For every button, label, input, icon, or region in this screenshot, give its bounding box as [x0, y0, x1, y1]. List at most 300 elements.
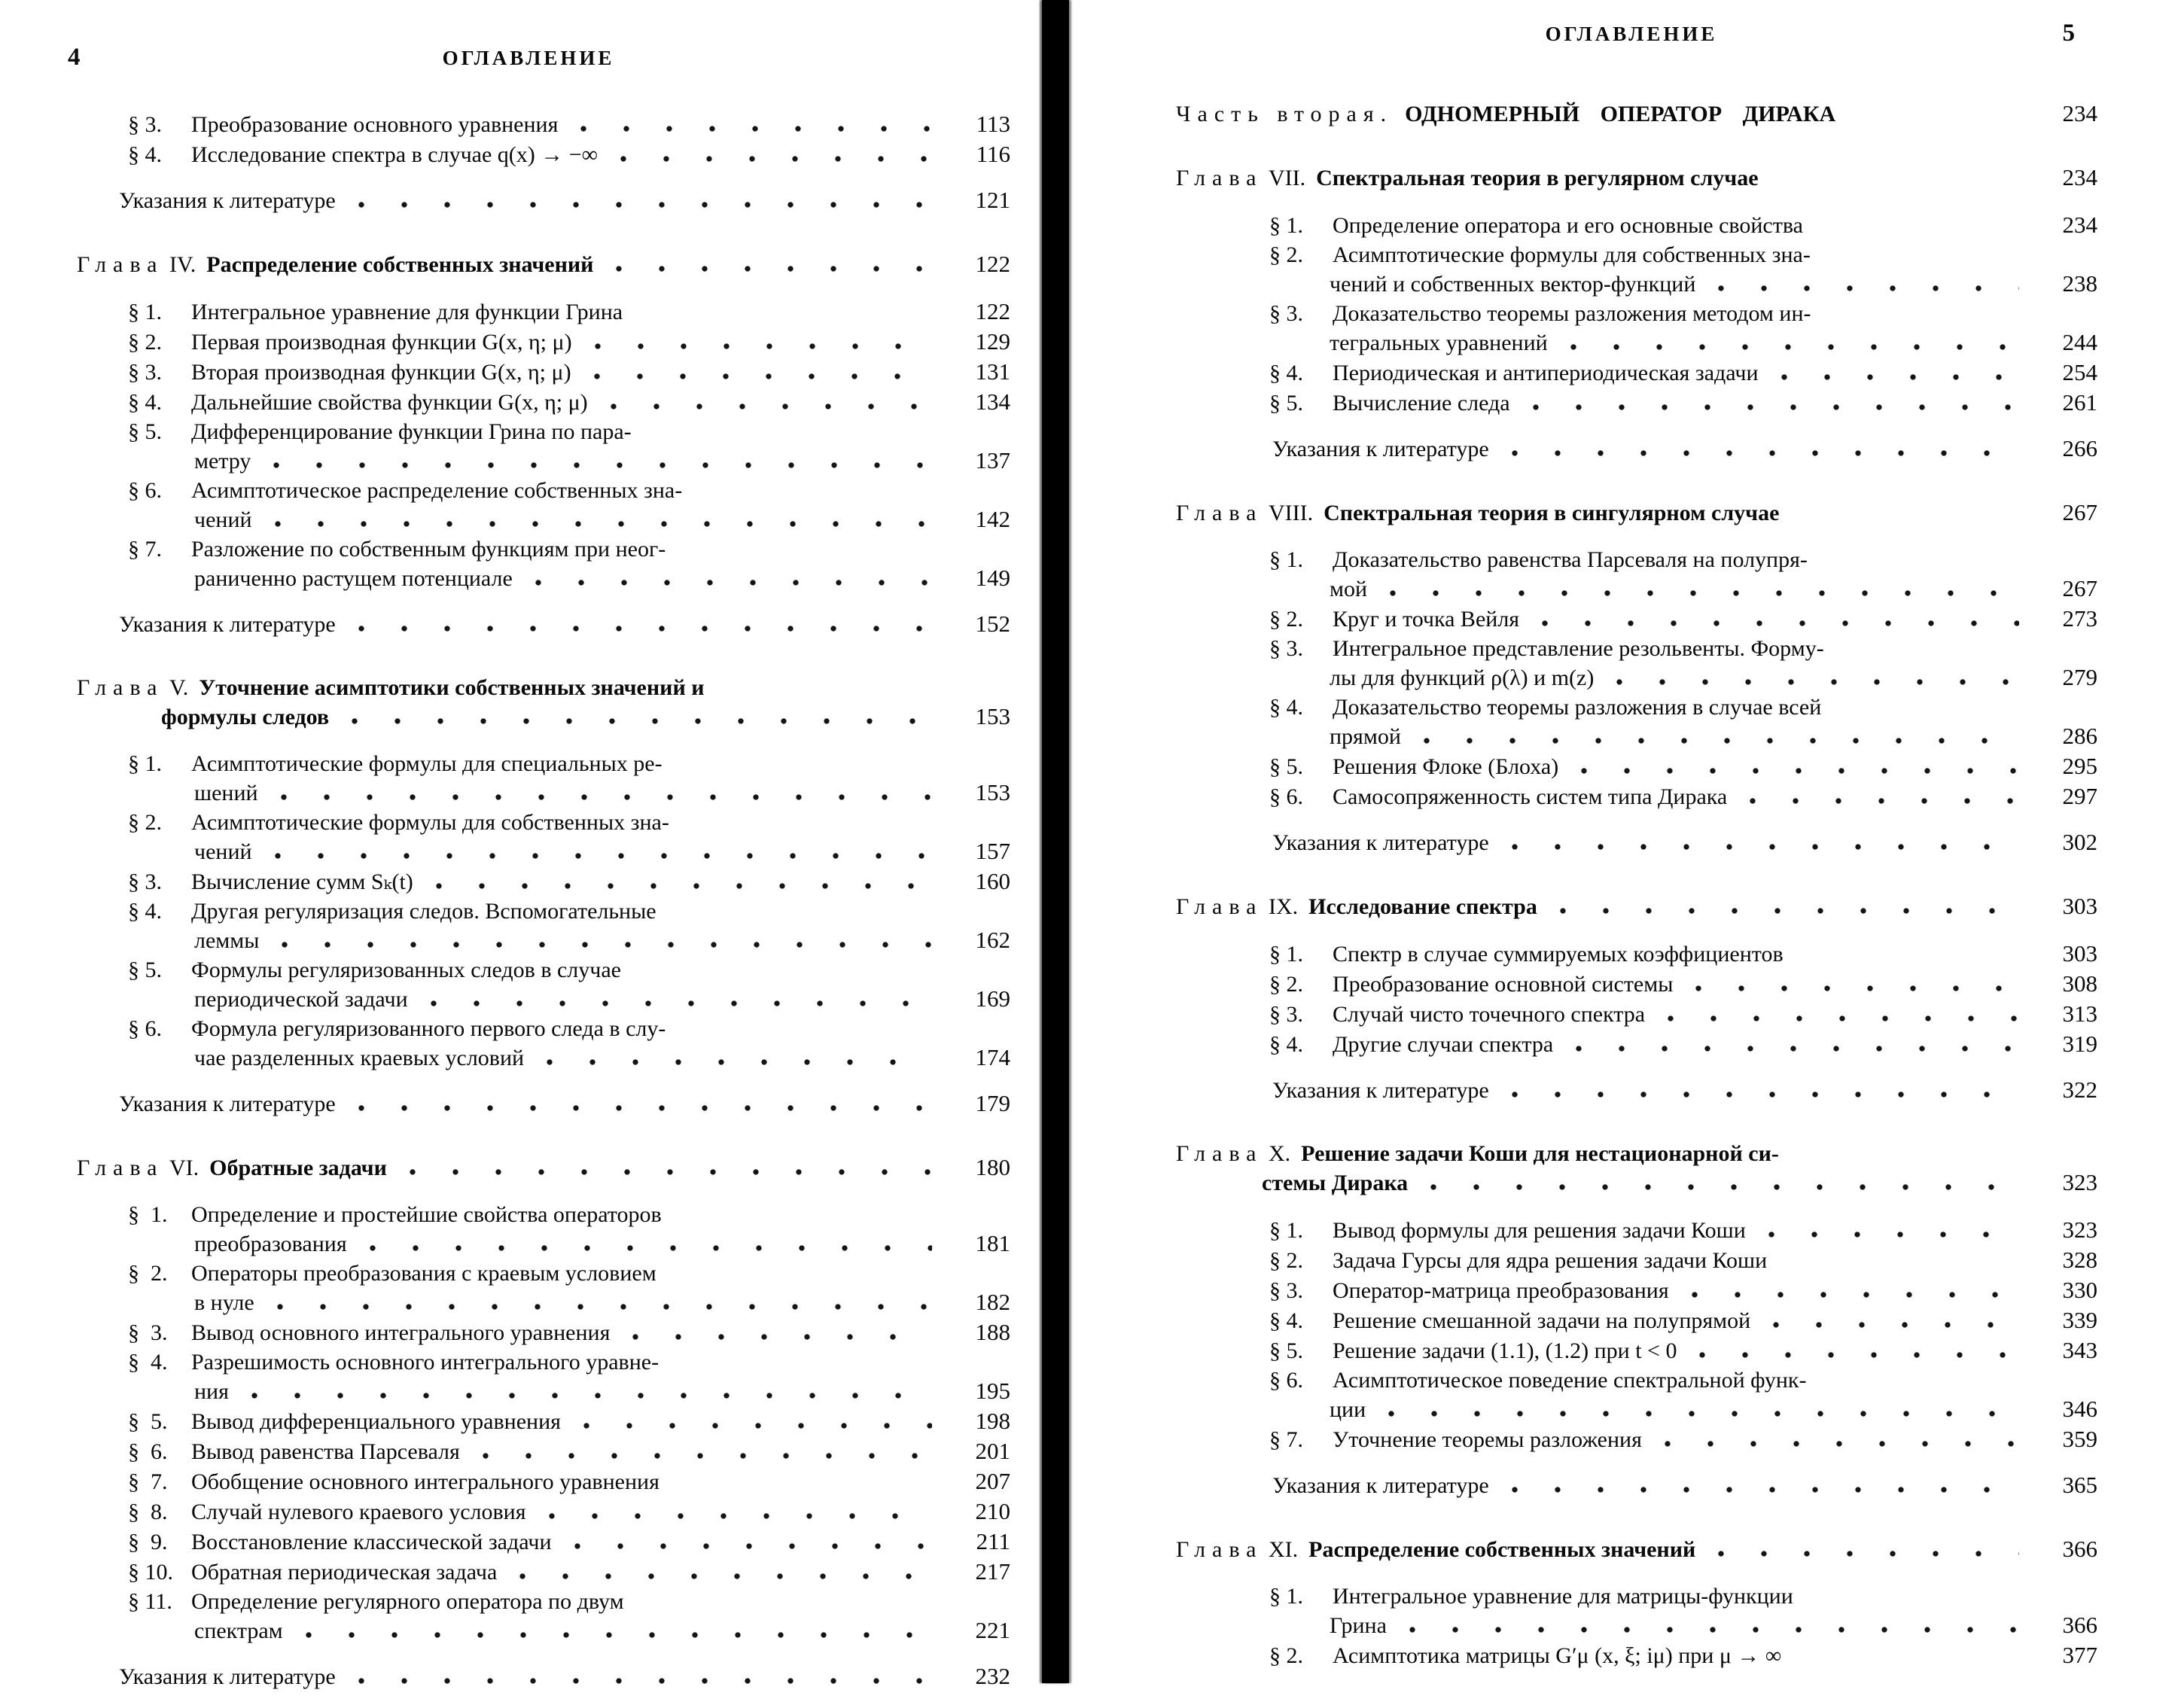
dot-leader: [510, 1557, 932, 1587]
dot-leader: [538, 1043, 932, 1073]
entry-page-number: 343: [2062, 1337, 2097, 1363]
chapter-label-word: Глава: [77, 675, 164, 700]
entry-title-text: Грина: [1330, 1613, 1387, 1638]
toc-entry-line: [1165, 328, 2097, 358]
toc-entry-chapter: [47, 250, 1010, 279]
dot-leader: [273, 926, 932, 955]
toc-entry-section: [1165, 1336, 2097, 1365]
entry-title-text: раниченно растущем потенциале: [194, 566, 513, 591]
entry-page-number: 366: [2062, 1612, 2097, 1638]
toc-entry-section: [47, 1015, 1010, 1073]
toc-entry-line: [1165, 1246, 2097, 1275]
leader-space: [673, 1467, 932, 1496]
entry-title-text: Первая производная функции G(x, η; μ): [191, 330, 572, 355]
section-number: § 5.: [1269, 1338, 1303, 1363]
toc-entry-section: [1165, 211, 2097, 240]
chapter-label-word: Глава: [77, 1155, 164, 1180]
dot-leader: [1379, 1395, 2019, 1424]
toc-entry-section: [1165, 1216, 2097, 1245]
toc-entry-line: [1165, 939, 2097, 969]
dot-leader: [1686, 970, 2019, 999]
entry-title-text: Вычисление сумм Sₖ(t): [191, 869, 413, 894]
entry-title-text: Разрешимость основного интегрального уравне-: [191, 1350, 659, 1375]
entry-page-number: 303: [2062, 940, 2097, 967]
entry-title-text: Случай чисто точечного спектра: [1333, 1002, 1646, 1027]
entry-title-text: Уточнение теоремы разложения: [1333, 1427, 1642, 1452]
section-number: § 10.: [128, 1560, 173, 1585]
dot-leader: [571, 110, 932, 139]
entry-title-text: Асимптотическое распределение собственных зна-: [191, 478, 683, 503]
dot-leader: [1659, 1000, 2019, 1029]
entry-title-text: Спектральная теория в сингулярном случае: [1324, 501, 1780, 525]
toc-entry-line: [47, 750, 1010, 778]
dot-leader: [272, 778, 932, 808]
leader-space: [1795, 1641, 2019, 1670]
entry-page-number: 319: [2062, 1031, 2097, 1057]
toc-entry-line: [1165, 1582, 2097, 1611]
entry-page-number: 116: [976, 141, 1010, 167]
toc-entry-line: [1165, 1306, 2097, 1335]
toc-entry-section: [47, 1588, 1010, 1646]
toc-entry-line: [47, 327, 1010, 357]
entry-page-number: 346: [2062, 1396, 2097, 1422]
chapter-label: Глава XI.: [1176, 1537, 1299, 1562]
entry-page-number: 211: [976, 1528, 1010, 1554]
entry-page-number: 359: [2062, 1426, 2097, 1452]
section-number: § 1.: [1269, 942, 1303, 967]
entry-page-number: 142: [975, 506, 1010, 532]
toc-entry-refs: [1165, 828, 2097, 857]
entry-page-number: 366: [2062, 1536, 2097, 1562]
section-number: § 8.: [128, 1499, 168, 1524]
dot-leader: [266, 837, 932, 866]
toc-entry-chapter: [47, 1153, 1010, 1183]
section-number: § 6.: [1269, 784, 1303, 809]
toc-entry-section: [1165, 388, 2097, 418]
entry-page-number: 153: [975, 703, 1010, 729]
toc-entry-section: [1165, 752, 2097, 781]
toc-entry-line: [47, 837, 1010, 866]
toc-entry-line: [47, 674, 1010, 702]
entry-title-text: Задача Гурсы для ядра решения задачи Коши: [1333, 1248, 1768, 1273]
section-number: § 2.: [128, 810, 162, 835]
toc-entry-line: [1165, 1471, 2097, 1500]
dot-leader: [242, 1377, 932, 1406]
section-number: § 4.: [1269, 695, 1303, 720]
chapter-label: Глава IX.: [1176, 894, 1299, 919]
entry-page-number: 322: [2062, 1076, 2097, 1103]
entry-title-text: Периодическая и антипериодическая задачи: [1333, 361, 1759, 385]
entry-page-number: 330: [2062, 1277, 2097, 1303]
chapter-label: Глава IV.: [77, 252, 196, 277]
entry-title-text: Указания к литературе: [1272, 830, 1489, 855]
entry-page-number: 267: [2062, 499, 2097, 525]
toc-entry-section: [1165, 1246, 2097, 1275]
dot-leader: [586, 327, 932, 357]
entry-title-text: Уточнение асимптотики собственных значений и: [199, 675, 705, 700]
chapter-label: Глава VI.: [77, 1155, 200, 1180]
toc-entry-section: [1165, 782, 2097, 811]
toc-entry-line: [47, 1407, 1010, 1436]
toc-entry-line: [47, 1616, 1010, 1646]
entry-page-number: 129: [975, 328, 1010, 355]
dot-leader: [1607, 663, 2019, 693]
entry-page-number: 121: [975, 187, 1010, 213]
section-number: § 2.: [1269, 607, 1303, 632]
entry-page-number: 232: [975, 1663, 1010, 1689]
entry-title-text: Формула регуляризованного первого следа в слу-: [191, 1016, 666, 1041]
section-number: § 7.: [1269, 1427, 1303, 1452]
entry-page-number: 182: [975, 1289, 1010, 1315]
book-gutter-shadow: [1042, 0, 1069, 1683]
toc-entry-section: [47, 327, 1010, 357]
entry-page-number: 217: [975, 1558, 1010, 1585]
entry-title-text: Обратная периодическая задача: [191, 1560, 498, 1585]
leader-space: [636, 297, 932, 327]
section-number: § 1.: [1269, 1584, 1303, 1609]
entry-page-number: 113: [976, 111, 1010, 137]
section-number: § 6.: [128, 1016, 162, 1041]
toc-entry-line: [47, 1497, 1010, 1527]
toc-entry-section: [1165, 1030, 2097, 1059]
entry-page-number: 238: [2062, 270, 2097, 297]
toc-entry-line: [47, 110, 1010, 139]
toc-entry-section: [47, 358, 1010, 387]
entry-title-text: Асимптотические формулы для собственных зна-: [191, 810, 669, 835]
toc-entry-line: [1165, 498, 2097, 528]
toc-entry-section: [47, 1348, 1010, 1406]
toc-entry-line: [1165, 1076, 2097, 1105]
chapter-label-word: Глава: [1176, 501, 1263, 525]
entry-page-number: 210: [975, 1498, 1010, 1524]
section-number: § 2.: [1269, 972, 1303, 997]
toc-entry-line: [1165, 388, 2097, 418]
entry-title-text: лы для функций ρ(λ) и m(z): [1330, 665, 1595, 690]
toc-entry-line: [47, 1348, 1010, 1377]
toc-entry-line: [47, 1043, 1010, 1073]
toc-entry-line: [47, 867, 1010, 897]
entry-page-number: 323: [2062, 1216, 2097, 1243]
section-number: § 4.: [1269, 1032, 1303, 1057]
toc-entry-line: [47, 778, 1010, 808]
dot-leader: [349, 1089, 932, 1119]
entry-title-text: чений: [194, 507, 252, 532]
page-header-title-right: ОГЛАВЛЕНИЕ: [1545, 23, 1718, 45]
section-number: § 1.: [128, 300, 162, 324]
leader-space: [1797, 939, 2019, 969]
entry-page-number: 152: [975, 610, 1010, 637]
entry-title-text: Асимптотическое поведение спектральной функ-: [1333, 1368, 1807, 1393]
entry-title-text: тегральных уравнений: [1330, 330, 1548, 355]
section-number: § 4.: [128, 142, 162, 167]
entry-title-text: Асимптотические формулы для собственных зна-: [1333, 242, 1811, 267]
toc-entry-line: [47, 388, 1010, 417]
chapter-label-word: Глава: [77, 252, 164, 277]
toc-entry-line: [47, 358, 1010, 387]
toc-entry-line: [47, 297, 1010, 327]
entry-title-text: Вывод основного интегрального уравнения: [191, 1320, 611, 1345]
entry-title-text: Другие случаи спектра: [1333, 1032, 1554, 1057]
entry-title-text: спектрам: [194, 1618, 283, 1643]
section-number: § 2.: [128, 330, 162, 355]
chapter-label-word: Глава: [1176, 1537, 1263, 1562]
chapter-label-word: Глава: [1176, 894, 1263, 919]
chapter-label: [1176, 100, 1393, 129]
dot-leader: [1772, 358, 2019, 388]
chapter-label-word: Глава: [1176, 1141, 1263, 1166]
entry-title-text: Преобразование основного уравнения: [191, 112, 559, 137]
toc-entry-line: [47, 1318, 1010, 1347]
toc-entry-section: [1165, 939, 2097, 969]
entry-title-text: Вычисление следа: [1333, 391, 1510, 416]
entry-title-text: ции: [1330, 1397, 1366, 1422]
dot-leader: [349, 610, 932, 639]
entry-title-text: формулы следов: [161, 705, 330, 729]
section-number: § 2.: [128, 1261, 168, 1286]
dot-leader: [602, 388, 932, 417]
section-number: § 1.: [1269, 547, 1303, 572]
entry-page-number: 234: [2062, 164, 2097, 190]
section-number: § 5.: [1269, 391, 1303, 416]
entry-page-number: 201: [975, 1438, 1010, 1464]
dot-leader: [268, 1288, 932, 1317]
dot-leader: [540, 1497, 932, 1527]
dot-leader: [1503, 434, 2019, 464]
toc-entry-chapter: [1165, 1535, 2097, 1564]
dot-leader: [623, 1318, 932, 1347]
entry-page-number: 279: [2062, 664, 2097, 690]
entry-title-text: Указания к литературе: [119, 612, 336, 637]
entry-page-number: 377: [2062, 1642, 2097, 1668]
entry-page-number: 266: [2062, 435, 2097, 461]
entry-page-number: 303: [2062, 893, 2097, 919]
folio-number-left: 4: [68, 44, 81, 71]
toc-entry-line: [1165, 358, 2097, 388]
dot-leader: [585, 358, 932, 387]
entry-title-text: Распределение собственных значений: [1308, 1537, 1696, 1562]
entry-title-text: Формулы регуляризованных следов в случае: [191, 958, 621, 982]
entry-title-text: Круг и точка Вейля: [1333, 607, 1520, 632]
folio-number-right: 5: [2062, 20, 2075, 47]
entry-title-text: Вывод формулы для решения задачи Коши: [1333, 1218, 1746, 1243]
entry-title-text: Вывод дифференциального уравнения: [191, 1409, 561, 1434]
toc-entry-line: [1165, 434, 2097, 464]
entry-page-number: 267: [2062, 575, 2097, 601]
section-number: § 5.: [1269, 754, 1303, 779]
toc-entry-line: [47, 1557, 1010, 1587]
entry-title-text: Дальнейшие свойства функции G(x, η; μ): [191, 390, 588, 415]
entry-title-text: Распределение собственных значений: [206, 252, 594, 277]
section-number: § 7.: [128, 537, 162, 562]
entry-title-text: Вторая производная функции G(x, η; μ): [191, 360, 571, 385]
entry-title-text: Асимптотика матрицы G′μ (x, ξ; iμ) при μ → ∞: [1333, 1643, 1782, 1668]
section-number: § 3.: [1269, 636, 1303, 661]
toc-entry-line: [47, 1015, 1010, 1043]
entry-title-text: Исследование спектра в случае q(x) → −∞: [191, 142, 599, 167]
dot-leader: [1503, 1471, 2019, 1500]
section-number: § 4.: [128, 1350, 168, 1375]
toc-entry-section: [47, 297, 1010, 327]
toc-entry-line: [1165, 1611, 2097, 1640]
toc-entry-refs: [1165, 434, 2097, 464]
dot-leader: [1415, 722, 2019, 751]
entry-title-text: Операторы преобразования с краевым условием: [191, 1261, 656, 1286]
toc-entry-section: [1165, 693, 2097, 751]
page-header-left: [47, 44, 1010, 93]
toc-entry-line: [1165, 752, 2097, 781]
toc-entry-refs: [47, 610, 1010, 639]
dot-leader: [349, 186, 932, 215]
leader-space: [1817, 211, 2019, 240]
section-number: § 5.: [128, 1409, 168, 1434]
entry-title-text: стемы Дирака: [1262, 1171, 1409, 1195]
entry-page-number: 160: [975, 868, 1010, 894]
dot-leader: [1503, 1076, 2019, 1105]
entry-page-number: 181: [975, 1230, 1010, 1256]
entry-page-number: 131: [975, 358, 1010, 385]
dot-leader: [1709, 1535, 2019, 1564]
toc-entry-line: [47, 1259, 1010, 1288]
toc-entry-section: [47, 110, 1010, 139]
toc-entry-line: [47, 897, 1010, 926]
entry-page-number: 134: [975, 388, 1010, 415]
dot-leader: [343, 702, 932, 732]
entry-page-number: 328: [2062, 1247, 2097, 1273]
toc-entry-section: [1165, 604, 2097, 634]
section-number: § 2.: [1269, 242, 1303, 267]
toc-entry-section: [47, 750, 1010, 808]
leader-space: [1780, 1246, 2019, 1275]
chapter-label: Глава VII.: [1176, 166, 1306, 190]
entry-title-text: Разложение по собственным функциям при неог-: [191, 537, 666, 562]
entry-title-text: Указания к литературе: [119, 1091, 336, 1116]
dot-leader: [422, 985, 932, 1014]
entry-title-text: Интегральное уравнение для функции Грина: [191, 300, 623, 324]
entry-page-number: 137: [975, 447, 1010, 473]
toc-entry-line: [1165, 1000, 2097, 1029]
entry-page-number: 295: [2062, 753, 2097, 779]
toc-entry-chapter: [1165, 498, 2097, 528]
chapter-label: Глава VIII.: [1176, 501, 1314, 525]
toc-entry-section: [47, 1437, 1010, 1466]
entry-title-text: Указания к литературе: [119, 188, 336, 213]
toc-entry-section: [1165, 1306, 2097, 1335]
toc-entry-line: [47, 956, 1010, 985]
dot-leader: [1709, 269, 2019, 299]
entry-page-number: 198: [975, 1408, 1010, 1434]
entry-title-text: Оператор-матрица преобразования: [1333, 1278, 1669, 1303]
toc-entry-line: [47, 926, 1010, 955]
dot-leader: [1759, 1216, 2019, 1245]
toc-entry-line: [1165, 1366, 2097, 1395]
toc-entry-line: [47, 140, 1010, 169]
toc-entry-line: [1165, 828, 2097, 857]
toc-entry-line: [1165, 1395, 2097, 1424]
entry-page-number: 149: [975, 565, 1010, 591]
entry-page-number: 286: [2062, 723, 2097, 749]
section-number: § 2.: [1269, 1248, 1303, 1273]
toc-page-left: [47, 0, 1010, 1708]
entry-page-number: 308: [2062, 970, 2097, 997]
entry-page-number: 365: [2062, 1472, 2097, 1498]
toc-entry-line: [47, 1288, 1010, 1317]
entry-page-number: 297: [2062, 783, 2097, 809]
toc-entry-section: [1165, 970, 2097, 999]
dot-leader: [1572, 752, 2019, 781]
toc-entry-section: [1165, 300, 2097, 358]
dot-leader: [266, 505, 932, 534]
entry-page-number: 122: [975, 298, 1010, 324]
toc-entry-line: [1165, 211, 2097, 240]
entry-title-text: прямой: [1330, 724, 1401, 749]
entry-page-number: 169: [975, 985, 1010, 1012]
entry-page-number: 234: [2062, 212, 2097, 238]
entry-page-number: 162: [975, 927, 1010, 953]
entry-title-text: чений: [194, 839, 252, 864]
toc-entry-line: [1165, 546, 2097, 574]
toc-entry-line: [1165, 970, 2097, 999]
toc-entry-line: [1165, 1140, 2097, 1168]
chapter-label: Глава X.: [1176, 1141, 1291, 1166]
entry-title-text: Исследование спектра: [1308, 894, 1537, 919]
section-number: § 3.: [128, 869, 162, 894]
leader-space: [1793, 498, 2019, 528]
entry-title-text: Определение и простейшие свойства операторов: [191, 1202, 662, 1227]
entry-page-number: 302: [2062, 829, 2097, 855]
section-number: § 1.: [128, 1202, 168, 1227]
toc-entry-section: [47, 140, 1010, 169]
entry-title-text: чений и собственных вектор-функций: [1330, 272, 1696, 297]
section-number: § 3.: [128, 360, 162, 385]
toc-entry-section: [47, 1201, 1010, 1259]
section-number: § 6.: [128, 1439, 168, 1464]
toc-entry-chapter: [1165, 163, 2097, 193]
toc-entry-line: [1165, 722, 2097, 751]
section-number: § 4.: [128, 390, 162, 415]
entry-page-number: 188: [975, 1319, 1010, 1345]
toc-entry-line: [47, 1089, 1010, 1119]
dot-leader: [427, 867, 932, 897]
toc-entry-section: [47, 1467, 1010, 1496]
section-number: § 3.: [128, 1320, 168, 1345]
entry-title-text: Доказательство равенства Парсеваля на полупря-: [1333, 547, 1808, 572]
entry-title-text: Восстановление классической задачи: [191, 1530, 552, 1554]
entry-page-number: 122: [975, 251, 1010, 277]
toc-entry-line: [1165, 1425, 2097, 1454]
dot-leader: [1524, 388, 2019, 418]
toc-entry-part: [1165, 99, 2097, 129]
entry-title-text: Асимптотические формулы для специальных ре-: [191, 751, 663, 776]
toc-entry-refs: [47, 1662, 1010, 1691]
toc-entry-line: [47, 418, 1010, 446]
toc-entry-line: [47, 985, 1010, 1014]
entry-page-number: 244: [2062, 329, 2097, 355]
toc-entry-line: [1165, 1168, 2097, 1198]
entry-title-text: Указания к литературе: [119, 1664, 336, 1689]
toc-entries-right: [1165, 99, 2097, 1670]
toc-entry-chapter: [1165, 1140, 2097, 1198]
toc-entry-line: [1165, 693, 2097, 722]
toc-entry-line: [1165, 163, 2097, 193]
toc-entry-section: [47, 956, 1010, 1014]
dot-leader: [1400, 1611, 2019, 1640]
section-number: § 11.: [128, 1589, 172, 1614]
entry-title-text: Решение задачи Коши для нестационарной си-: [1301, 1141, 1779, 1166]
entry-page-number: 221: [975, 1617, 1010, 1643]
entry-page-number: 174: [975, 1044, 1010, 1070]
entry-title-text: Другая регуляризация следов. Вспомогательные: [191, 899, 656, 924]
toc-entry-chapter: [47, 674, 1010, 732]
